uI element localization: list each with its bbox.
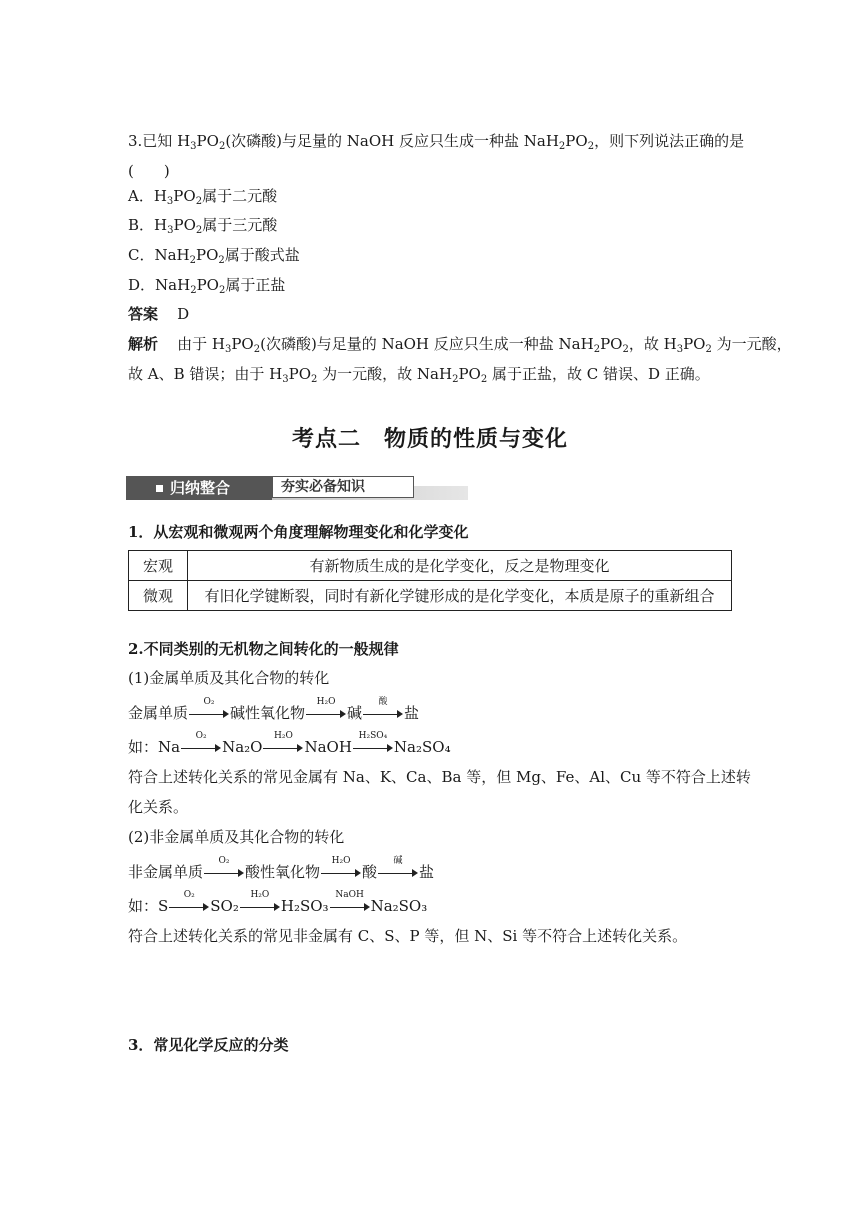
banner-left: 归纳整合 <box>126 476 272 500</box>
arrow-icon: H₂O <box>240 900 280 914</box>
chain-nonmetal: 非金属单质 O₂ 酸性氧化物 H₂O 酸 碱 盐 <box>128 856 435 881</box>
arrow-icon: O₂ <box>189 707 229 721</box>
table-cell-key: 微观 <box>129 581 188 611</box>
option-c: C．$NaH_2PO_2$属于酸式盐 <box>128 246 300 266</box>
answer-line <box>128 304 189 324</box>
arrow-icon: H₂O <box>263 741 303 755</box>
arrow-icon: 酸 <box>363 707 403 721</box>
square-icon <box>156 485 163 492</box>
analysis-label: 解析 <box>128 335 159 353</box>
option-a: A．$H_3PO_2$属于二元酸 <box>128 187 278 207</box>
table-row <box>129 551 732 581</box>
table-cell-value: 有新物质生成的是化学变化，反之是物理变化 <box>188 551 732 581</box>
analysis-line-1: 解析 由于 $H_3PO_2$(次磷酸)与足量的 NaOH 反应只生成一种盐 $NaH_2PO_2$，故 $H_3PO_2$ 为一元酸， <box>128 335 792 355</box>
heading-3: 3．常见化学反应的分类 <box>128 1036 289 1054</box>
table-cell-value: 有旧化学键断裂，同时有新化学键形成的是化学变化，本质是原子的重新组合 <box>188 581 732 611</box>
subheading-nonmetal: (2)非金属单质及其化合物的转化 <box>128 828 345 846</box>
section-title: 考点二 物质的性质与变化 <box>291 426 568 452</box>
example-nonmetal: 如：S O₂ SO₂ H₂O H₂SO₃ NaOH Na₂SO₃ <box>128 890 428 915</box>
note-metal-2: 化关系。 <box>128 798 189 816</box>
arrow-icon: H₂O <box>321 866 361 880</box>
arrow-icon: O₂ <box>204 866 244 880</box>
table-row <box>129 581 732 611</box>
option-d: D．$NaH_2PO_2$属于正盐 <box>128 276 286 296</box>
comparison-table <box>128 550 732 611</box>
arrow-icon: 碱 <box>378 866 418 880</box>
answer-value: D <box>177 305 190 323</box>
example-metal: 如：Na O₂ Na₂O H₂O NaOH H₂SO₄ Na₂SO₄ <box>128 731 451 756</box>
subheading-metal: (1)金属单质及其化合物的转化 <box>128 669 330 687</box>
arrow-icon: O₂ <box>169 900 209 914</box>
note-nonmetal: 符合上述转化关系的常见非金属有 C、S、P 等，但 N、Si 等不符合上述转化关系。 <box>128 927 688 945</box>
banner-right: 夯实必备知识 <box>272 476 414 498</box>
arrow-icon: H₂SO₄ <box>353 741 393 755</box>
option-b: B．$H_3PO_2$属于三元酸 <box>128 216 278 236</box>
note-metal-1: 符合上述转化关系的常见金属有 Na、K、Ca、Ba 等，但 Mg、Fe、Al、Cu 等不符合上述转 <box>128 768 751 786</box>
answer-label: 答案 <box>128 305 159 323</box>
question-3-stem: 3.已知 $H_3PO_2$(次磷酸)与足量的 NaOH 反应只生成一种盐 $NaH_2PO_2$，则下列说法正确的是 <box>128 132 745 152</box>
arrow-icon: H₂O <box>306 707 346 721</box>
question-3-blank: ( ) <box>128 162 170 180</box>
heading-1: 1．从宏观和微观两个角度理解物理变化和化学变化 <box>128 523 469 541</box>
section-banner <box>126 476 468 502</box>
chain-metal: 金属单质 O₂ 碱性氧化物 H₂O 碱 酸 盐 <box>128 697 420 722</box>
arrow-icon: NaOH <box>330 900 370 914</box>
analysis-line-2: 故 A、B 错误；由于 $H_3PO_2$ 为一元酸，故 $NaH_2PO_2$ 属于正盐，故 C 错误、D 正确。 <box>128 365 710 385</box>
table-cell-key: 宏观 <box>129 551 188 581</box>
heading-2: 2.不同类别的无机物之间转化的一般规律 <box>128 640 399 658</box>
arrow-icon: O₂ <box>181 741 221 755</box>
